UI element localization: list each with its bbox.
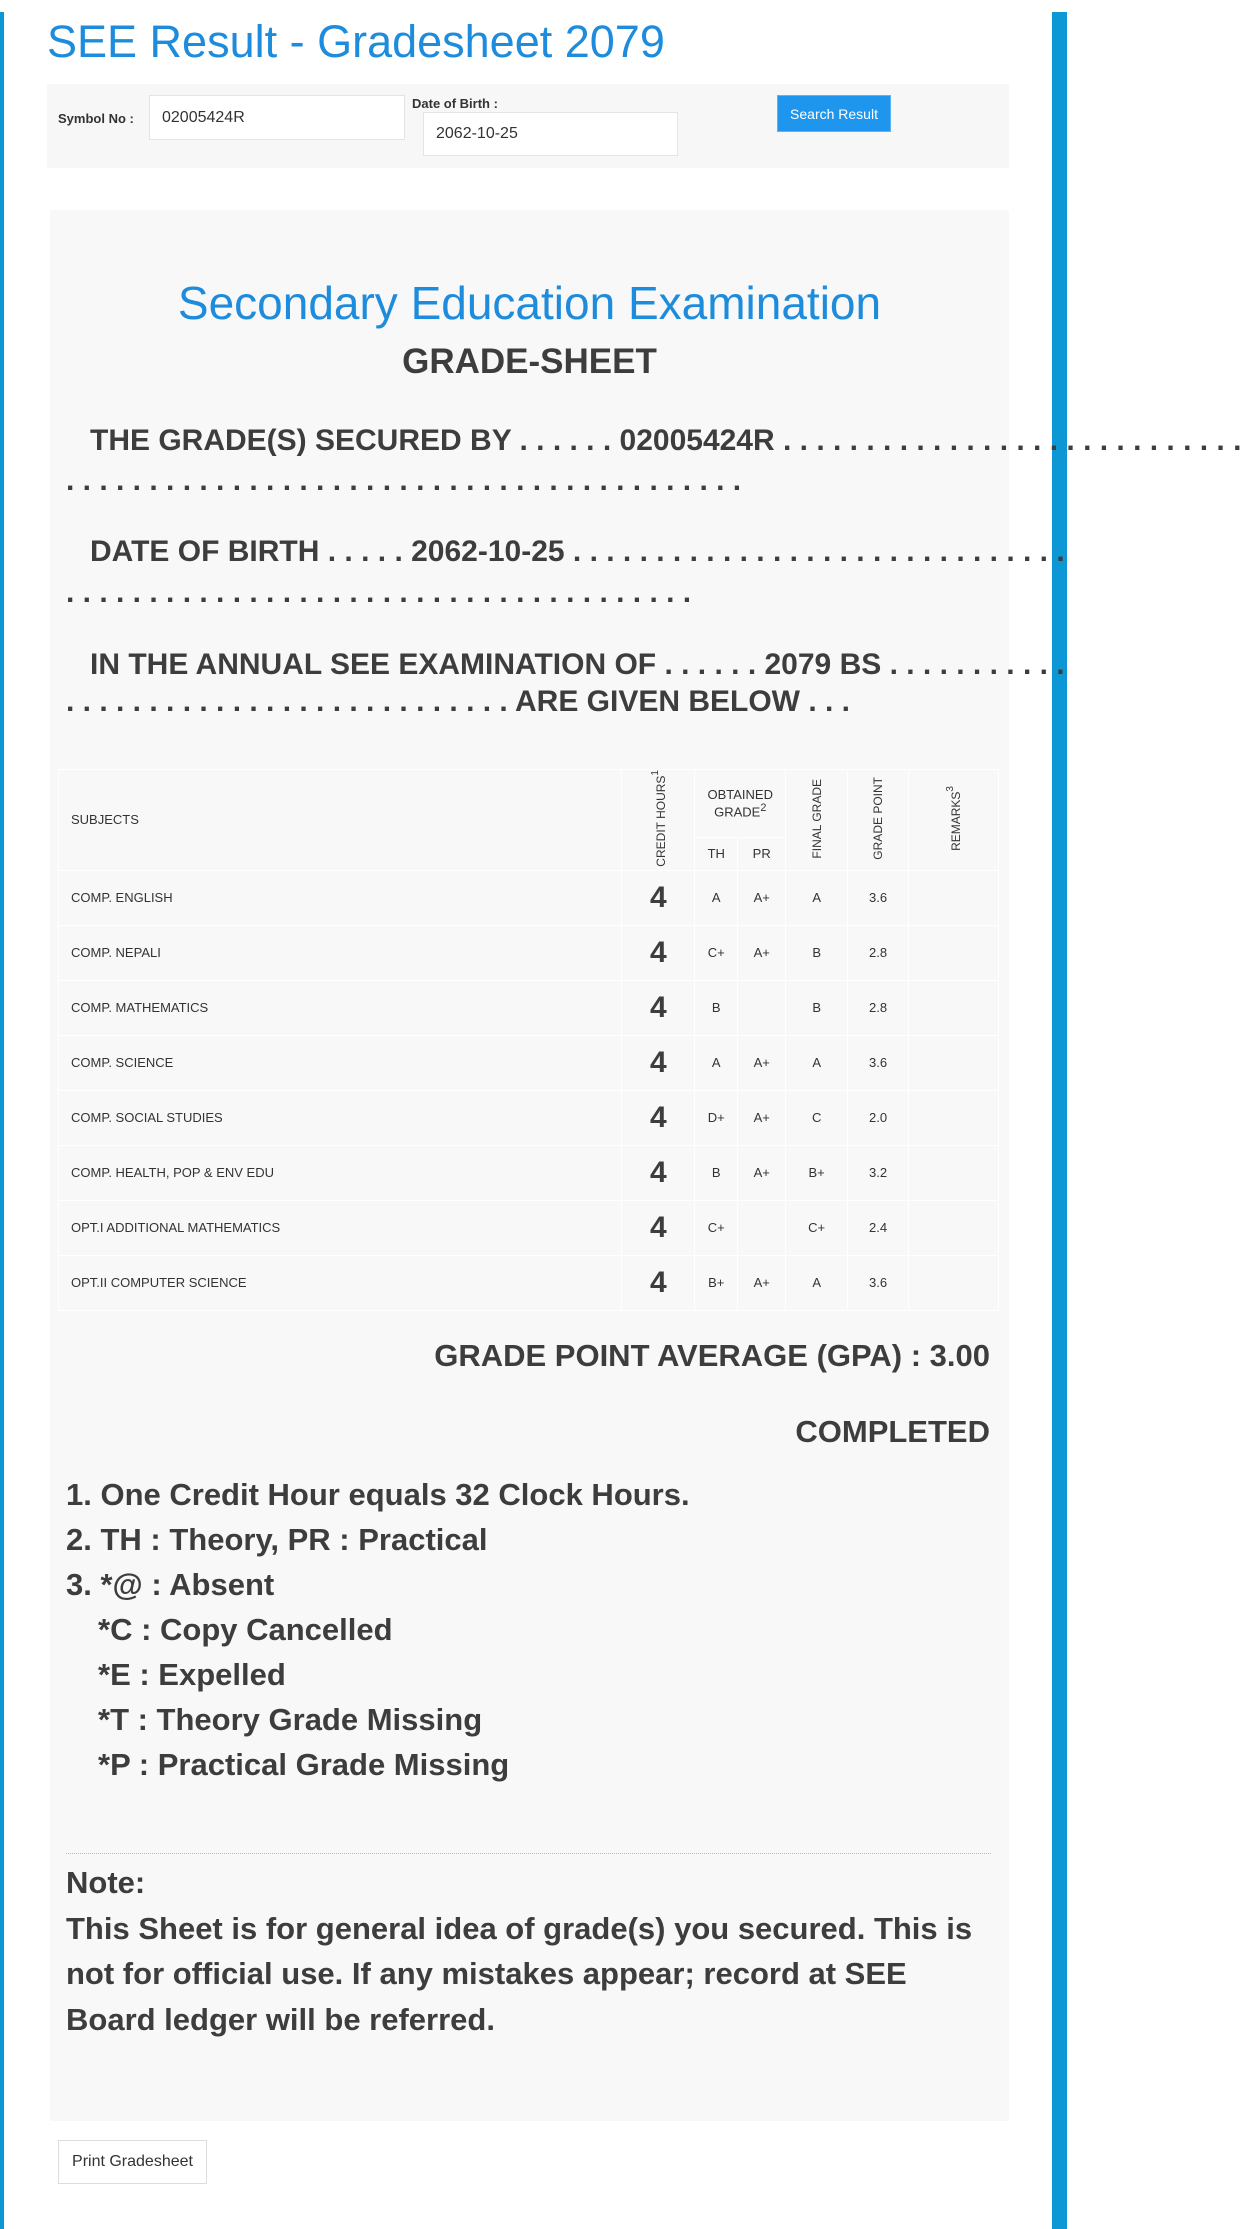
text: ARE GIVEN BELOW . . .: [514, 685, 851, 718]
grade-point-cell: 3.6: [848, 1035, 909, 1090]
credit-hours-cell: 4: [622, 1090, 695, 1145]
credit-hours-cell: 4: [622, 925, 695, 980]
header-grade-point: [848, 770, 909, 871]
practical-grade-cell: A+: [738, 925, 786, 980]
final-grade-cell: C: [786, 1090, 848, 1145]
subject-cell: COMP. SCIENCE: [59, 1035, 622, 1090]
subject-cell: COMP. HEALTH, POP & ENV EDU: [59, 1145, 622, 1200]
table-row: [59, 925, 999, 980]
theory-grade-cell: A: [695, 1035, 738, 1090]
dob-line: [66, 535, 1065, 569]
final-grade-cell: B: [786, 925, 848, 980]
remarks-cell: [909, 1090, 999, 1145]
result-status: COMPLETED: [795, 1414, 990, 1449]
practical-grade-cell: A+: [738, 1035, 786, 1090]
subject-cell: COMP. MATHEMATICS: [59, 980, 622, 1035]
sup: 2: [760, 802, 767, 815]
left-border: [0, 12, 4, 2229]
exam-line: [66, 648, 1065, 682]
practical-grade-cell: [738, 1200, 786, 1255]
note-title: Note:: [66, 1865, 146, 1900]
theory-grade-cell: B: [695, 1145, 738, 1200]
grade-point-cell: 2.4: [848, 1200, 909, 1255]
table-row: [59, 870, 999, 925]
search-result-button[interactable]: Search Result: [777, 95, 891, 132]
grade-sheet: [50, 210, 1241, 2121]
secured-by-line: [66, 424, 1241, 458]
theory-grade-cell: B: [695, 980, 738, 1035]
legend-item: *T : Theory Grade Missing: [98, 1702, 483, 1737]
grade-point-cell: 2.0: [848, 1090, 909, 1145]
remarks-cell: [909, 870, 999, 925]
legend-item: 2. TH : Theory, PR : Practical: [66, 1522, 488, 1557]
dots: . . . . . . . . . . .: [881, 648, 1065, 681]
table-row: [59, 980, 999, 1035]
theory-grade-cell: A: [695, 870, 738, 925]
legend-item: *E : Expelled: [98, 1657, 286, 1692]
sup: 1: [649, 770, 661, 776]
sheet-subheading: GRADE-SHEET: [402, 342, 657, 381]
text: GRADE POINT: [871, 777, 886, 860]
theory-grade-cell: D+: [695, 1090, 738, 1145]
table-row: [59, 1255, 999, 1310]
grades-table: [58, 769, 999, 1311]
print-gradesheet-button[interactable]: Print Gradesheet: [58, 2140, 207, 2184]
right-border: [1052, 12, 1067, 2229]
practical-grade-cell: A+: [738, 1145, 786, 1200]
dots-line: . . . . . . . . . . . . . . . . . . . . . . . . . . . . . . . . . . . . . .: [66, 576, 692, 609]
remarks-cell: [909, 1200, 999, 1255]
legend-item: *P : Practical Grade Missing: [98, 1747, 510, 1782]
credit-hours-cell: 4: [622, 870, 695, 925]
grade-point-cell: 2.8: [848, 980, 909, 1035]
subject-cell: COMP. ENGLISH: [59, 870, 622, 925]
practical-grade-cell: [738, 980, 786, 1035]
theory-grade-cell: C+: [695, 925, 738, 980]
table-row: [59, 1145, 999, 1200]
practical-grade-cell: A+: [738, 870, 786, 925]
given-below-line: [66, 685, 1001, 719]
table-row: [59, 1035, 999, 1090]
divider: [66, 1853, 991, 1854]
header-credit-hours: [622, 770, 695, 871]
note-text: This Sheet is for general idea of grade(s) you secured. This is not for official use. If any mistakes appear; record at SEE Board ledger will be referred.: [66, 1910, 973, 2037]
legend-item: 3. *@ : Absent: [66, 1567, 275, 1602]
subject-cell: OPT.I ADDITIONAL MATHEMATICS: [59, 1200, 622, 1255]
final-grade-cell: B: [786, 980, 848, 1035]
symbol-input[interactable]: 02005424R: [149, 95, 405, 140]
legend-item: *C : Copy Cancelled: [98, 1612, 393, 1647]
final-grade-cell: C+: [786, 1200, 848, 1255]
text: THE GRADE(S) SECURED BY . . . . . .: [90, 424, 620, 457]
credit-hours-cell: 4: [622, 1145, 695, 1200]
credit-hours-cell: 4: [622, 1035, 695, 1090]
header-final-grade: [786, 770, 848, 871]
header-pr: PR: [738, 837, 786, 870]
dob-value: 2062-10-25: [411, 535, 565, 568]
header-subjects: SUBJECTS: [59, 770, 622, 871]
symbol-number: 02005424R: [619, 424, 775, 457]
credit-hours-cell: 4: [622, 1200, 695, 1255]
final-grade-cell: A: [786, 1255, 848, 1310]
dots: . . . . . . . . . . . . . . . . . . . . . . . . . . . .: [774, 424, 1241, 457]
subject-cell: COMP. NEPALI: [59, 925, 622, 980]
theory-grade-cell: C+: [695, 1200, 738, 1255]
practical-grade-cell: A+: [738, 1090, 786, 1145]
dob-input[interactable]: 2062-10-25: [423, 112, 678, 156]
grade-point-cell: 3.2: [848, 1145, 909, 1200]
dots: . . . . . . . . . . . . . . . . . . . . . . . . . . .: [66, 685, 515, 718]
legend: [66, 1472, 690, 1787]
header-remarks: [909, 770, 999, 871]
subject-cell: OPT.II COMPUTER SCIENCE: [59, 1255, 622, 1310]
grade-point-cell: 2.8: [848, 925, 909, 980]
credit-hours-cell: 4: [622, 980, 695, 1035]
final-grade-cell: A: [786, 1035, 848, 1090]
final-grade-cell: A: [786, 870, 848, 925]
final-grade-cell: B+: [786, 1145, 848, 1200]
remarks-cell: [909, 1035, 999, 1090]
remarks-cell: [909, 1255, 999, 1310]
header-obtained-grade: [695, 770, 786, 838]
header-th: TH: [695, 837, 738, 870]
text: CREDIT HOURS: [653, 775, 668, 867]
page-title: SEE Result - Gradesheet 2079: [47, 16, 665, 67]
grade-point-cell: 3.6: [848, 1255, 909, 1310]
search-form: [47, 84, 1009, 168]
table-row: [59, 1090, 999, 1145]
subject-cell: COMP. SOCIAL STUDIES: [59, 1090, 622, 1145]
sup: 3: [945, 785, 957, 792]
text: OBTAINED GRADE: [707, 787, 773, 820]
remarks-cell: [909, 980, 999, 1035]
remarks-cell: [909, 1145, 999, 1200]
gpa: GRADE POINT AVERAGE (GPA) : 3.00: [434, 1338, 990, 1373]
sheet-heading: Secondary Education Examination: [177, 277, 882, 329]
legend-item: 1. One Credit Hour equals 32 Clock Hours.: [66, 1477, 690, 1512]
text: DATE OF BIRTH . . . . .: [90, 535, 412, 568]
table-row: [59, 1200, 999, 1255]
text: FINAL GRADE: [809, 778, 824, 859]
symbol-label: Symbol No :: [58, 111, 134, 126]
dots-line: . . . . . . . . . . . . . . . . . . . . . . . . . . . . . . . . . . . . . . . . .: [66, 464, 742, 497]
theory-grade-cell: B+: [695, 1255, 738, 1310]
remarks-cell: [909, 925, 999, 980]
dots: . . . . . . . . . . . . . . . . . . . . . . . . . . . . . .: [564, 535, 1065, 568]
grade-point-cell: 3.6: [848, 870, 909, 925]
note: [66, 1860, 991, 2042]
text: REMARKS: [949, 791, 964, 851]
practical-grade-cell: A+: [738, 1255, 786, 1310]
credit-hours-cell: 4: [622, 1255, 695, 1310]
text: IN THE ANNUAL SEE EXAMINATION OF . . . . . .: [90, 648, 765, 681]
exam-year: 2079 BS: [764, 648, 882, 681]
dob-label: Date of Birth :: [412, 96, 498, 111]
